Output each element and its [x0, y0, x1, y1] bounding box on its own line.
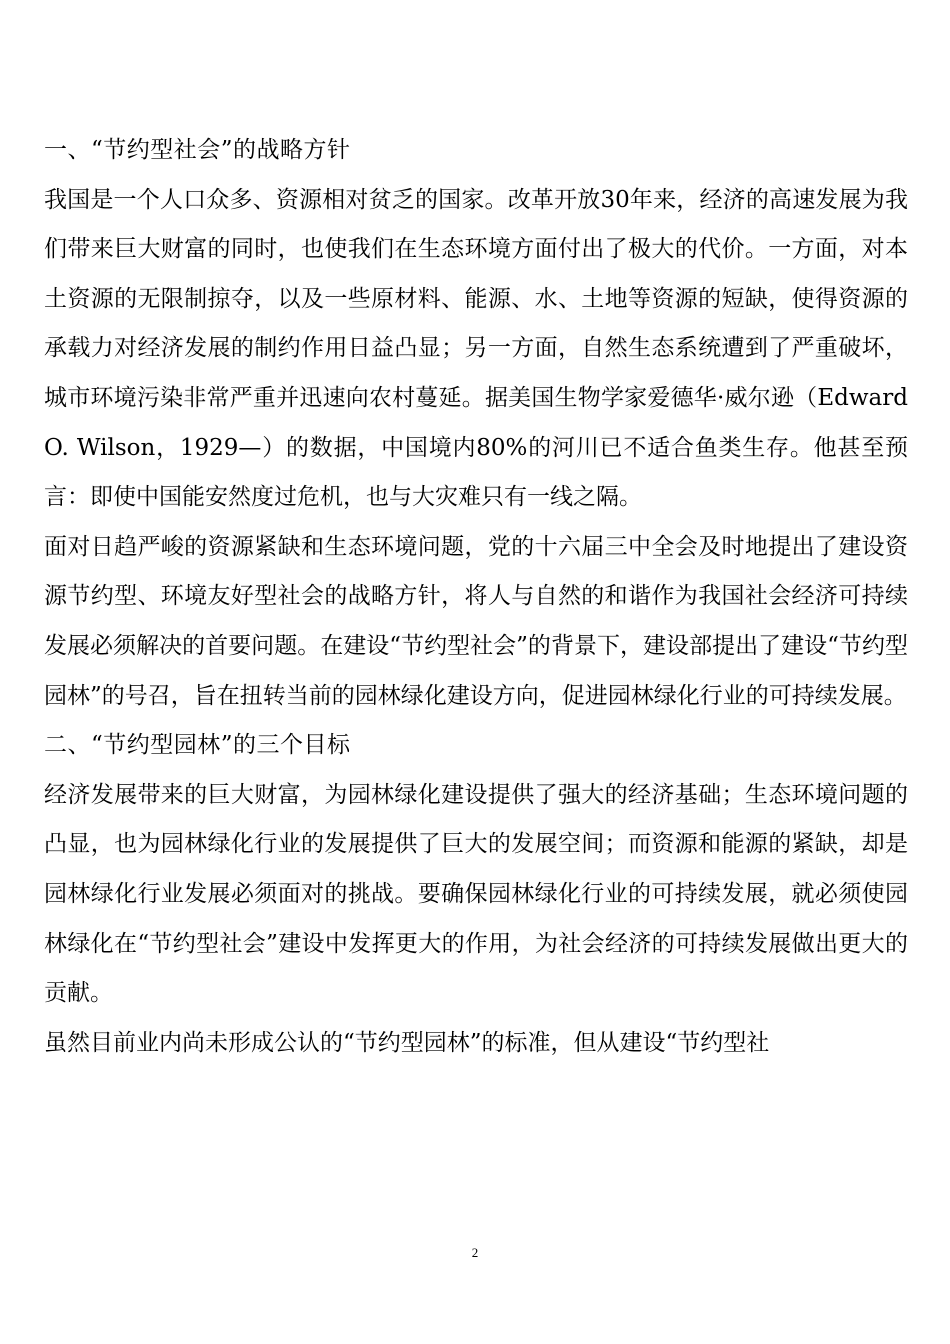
- document-body: [44, 126, 908, 1068]
- body-paragraph: 虽然目前业内尚未形成公认的“节约型园林”的标准，但从建设“节约型社: [44, 1029, 770, 1056]
- page-number: 2: [471, 1245, 479, 1260]
- section-heading: 一、“节约型社会”的战略方针: [44, 137, 351, 163]
- section-heading: 二、“节约型园林”的三个目标: [44, 732, 351, 759]
- body-paragraph: 经济发展带来的巨大财富，为园林绿化建设提供了强大的经济基础；生态环境问题的凸显，也为园林绿化行业的发展提供了巨大的发展空间；而资源和能源的紧缺，却是园林绿化行业发展必须面对的挑战。要确保园林绿化行业的可持续发展，就必须使园林绿化在“节约型社会”建设中发挥更大的作用，为社会经济的可持续发展做出更大的贡献。: [44, 781, 908, 1007]
- body-paragraph: 我国是一个人口众多、资源相对贫乏的国家。改革开放30年来，经济的高速发展为我们带来巨大财富的同时，也使我们在生态环境方面付出了极大的代价。一方面，对本土资源的无限制掠夺，以及一些原材料、能源、水、土地等资源的短缺，使得资源的承载力对经济发展的制约作用日益凸显；另一方面，自然生态系统遭到了严重破坏，城市环境污染非常严重并迅速向农村蔓延。据美国生物学家爱德华·威尔逊（Edward O. Wilson，1929—）的数据，中国境内80%的河川已不适合鱼类生存。他甚至预言：即使中国能安然度过危机，也与大灾难只有一线之隔。: [44, 186, 908, 511]
- body-paragraph: 面对日趋严峻的资源紧缺和生态环境问题，党的十六届三中全会及时地提出了建设资源节约型、环境友好型社会的战略方针，将人与自然的和谐作为我国社会经济可持续发展必须解决的首要问题。在建设“节约型社会”的背景下，建设部提出了建设“节约型园林”的号召，旨在扭转当前的园林绿化建设方向，促进园林绿化行业的可持续发展。: [44, 533, 908, 709]
